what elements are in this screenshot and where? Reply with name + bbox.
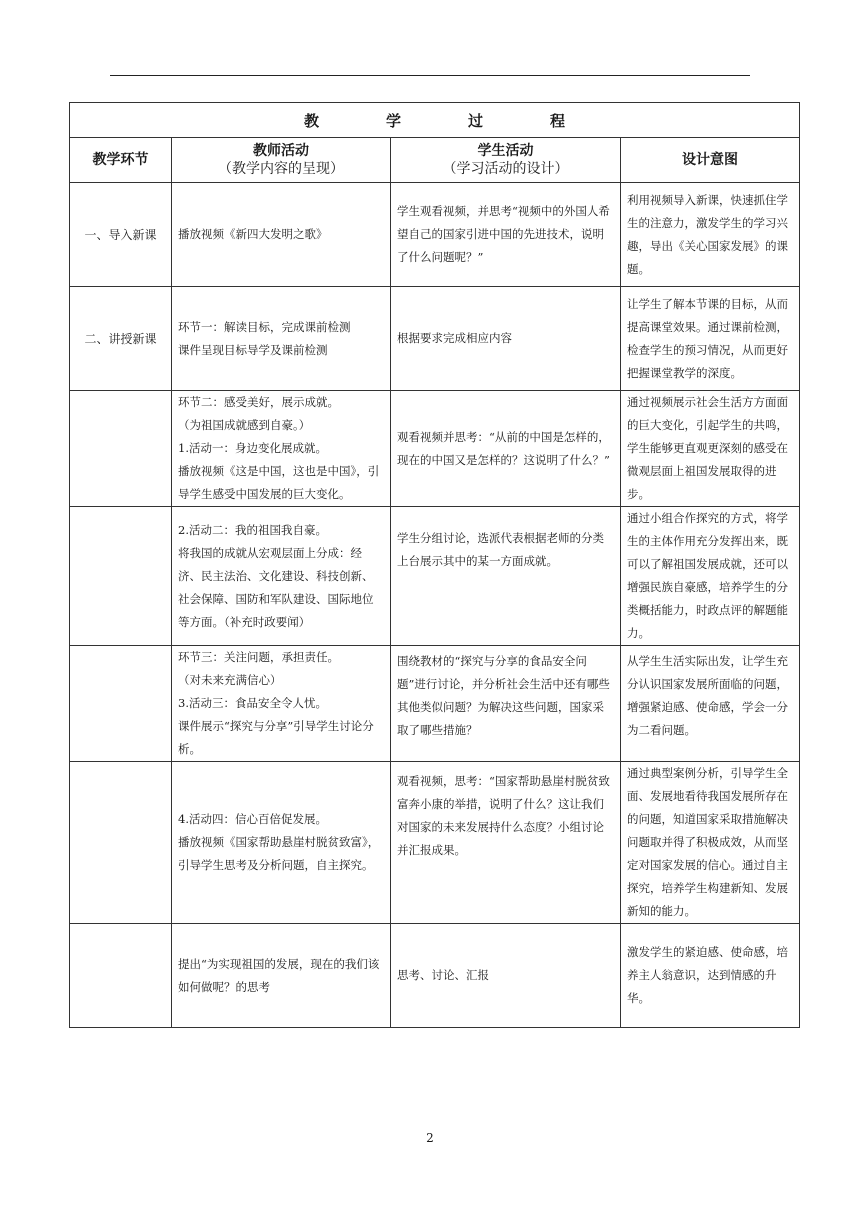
intent-cell: 通过视频展示社会生活方方面面的巨大变化，引起学生的共鸣，学生能够更直观更深刻的感受在微观层面上祖国发展取得的进步。: [621, 391, 800, 507]
student-cell: 围绕教材的“探究与分享的食品安全问题”进行讨论，并分析社会生活中还有哪些其他类似问题？为解决这些问题，国家采取了哪些措施？: [391, 646, 621, 762]
student-cell: 观看视频并思考：“从前的中国是怎样的，现在的中国又是怎样的？这说明了什么？”: [391, 391, 621, 507]
intent-cell: 通过小组合作探究的方式，将学生的主体作用充分发挥出来，既可以了解祖国发展成就，还可以增强民族自豪感，培养学生的分类概括能力，时政点评的解题能力。: [621, 507, 800, 646]
teacher-cell: 环节三：关注问题，承担责任。 （对未来充满信心） 3.活动三：食品安全令人忧。 课件展示“探究与分享”引导学生讨论分析。: [172, 646, 391, 762]
header-intent: 设计意图: [621, 138, 800, 183]
intent-cell: 利用视频导入新课，快速抓住学生的注意力，激发学生的学习兴趣，导出《关心国家发展》的课题。: [621, 183, 800, 287]
student-cell: 学生观看视频，并思考“视频中的外国人希望自己的国家引进中国的先进技术，说明了什么问题呢？”: [391, 183, 621, 287]
intent-cell: 让学生了解本节课的目标，从而提高课堂效果。通过课前检测，检查学生的预习情况，从而更好把握课堂教学的深度。: [621, 287, 800, 391]
stage-cell: [70, 391, 172, 507]
table-row: [70, 762, 800, 924]
table-row: [70, 924, 800, 1028]
header-student: 学生活动 （学习活动的设计）: [391, 138, 621, 183]
teacher-cell: 环节一：解读目标，完成课前检测 课件呈现目标导学及课前检测: [172, 287, 391, 391]
header-stage: 教学环节: [70, 138, 172, 183]
stage-cell: [70, 507, 172, 646]
table-row: [70, 391, 800, 507]
stage-cell: 二、讲授新课: [70, 287, 172, 391]
table-row: [70, 183, 800, 287]
teacher-cell: 提出“为实现祖国的发展，现在的我们该如何做呢？的思考: [172, 924, 391, 1028]
stage-cell: 一、导入新课: [70, 183, 172, 287]
stage-cell: [70, 762, 172, 924]
table-row: [70, 646, 800, 762]
teacher-cell: 4.活动四：信心百倍促发展。 播放视频《国家帮助悬崖村脱贫致富》，引导学生思考及分析问题，自主探究。: [172, 762, 391, 924]
table-title: 教 学 过 程: [70, 103, 800, 138]
header-teacher: 教师活动 （教学内容的呈现）: [172, 138, 391, 183]
intent-cell: 从学生生活实际出发，让学生充分认识国家发展所面临的问题，增强紧迫感、使命感，学会一分为二看问题。: [621, 646, 800, 762]
table-row: [70, 507, 800, 646]
table-row: [70, 287, 800, 391]
teaching-process-table: [69, 102, 800, 1028]
student-cell: 观看视频，思考：“国家帮助悬崖村脱贫致富奔小康的举措，说明了什么？这让我们对国家的未来发展持什么态度？小组讨论并汇报成果。: [391, 762, 621, 924]
student-cell: 学生分组讨论，选派代表根据老师的分类上台展示其中的某一方面成就。: [391, 507, 621, 646]
intent-cell: 通过典型案例分析，引导学生全面、发展地看待我国发展所存在的问题，知道国家采取措施解决问题取并得了积极成效，从而坚定对国家发展的信心。通过自主探究，培养学生构建新知、发展新知的能力。: [621, 762, 800, 924]
teacher-cell: 环节二：感受美好，展示成就。 （为祖国成就感到自豪。） 1.活动一：身边变化展成就。 播放视频《这是中国，这也是中国》，引导学生感受中国发展的巨大变化。: [172, 391, 391, 507]
student-cell: 根据要求完成相应内容: [391, 287, 621, 391]
stage-cell: [70, 924, 172, 1028]
header-rule: [110, 75, 750, 76]
page-number: 2: [426, 1131, 434, 1145]
intent-cell: 激发学生的紧迫感、使命感，培养主人翁意识，达到情感的升华。: [621, 924, 800, 1028]
student-cell: 思考、讨论、汇报: [391, 924, 621, 1028]
stage-cell: [70, 646, 172, 762]
teacher-cell: 2.活动二：我的祖国我自豪。 将我国的成就从宏观层面上分成：经济、民主法治、文化建设、科技创新、社会保障、国防和军队建设、国际地位等方面。（补充时政要闻）: [172, 507, 391, 646]
teacher-cell: 播放视频《新四大发明之歌》: [172, 183, 391, 287]
